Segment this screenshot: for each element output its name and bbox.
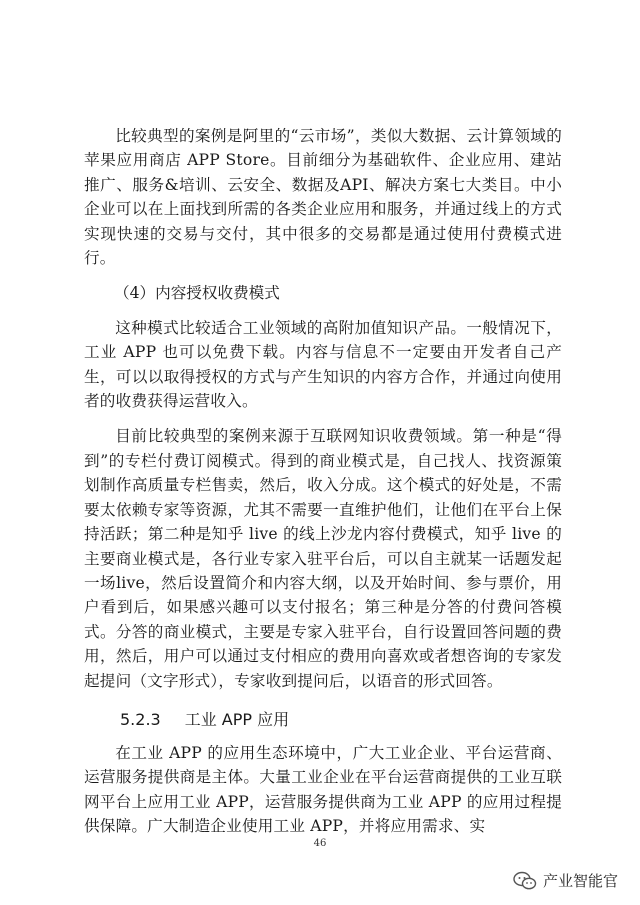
page-number: 46 bbox=[313, 838, 327, 849]
paragraph-knowledge-payment: 目前比较典型的案例来源于互联网知识收费领域。第一种是“得到”的专栏付费订阅模式。得到的商业模式是，自己找人、找资源策划制作高质量专栏售卖，然后，收入分成。这个模式的好处是，不需要太依赖专家等资源，尤其不需要一直维护他们，让他们在平台上保持活跃；第二种是知乎 live 的线上沙龙内容付费模式，知乎 live 的主要商业模式是，各行业专家入驻平台后，可以自主就某一话题发起一场live，然后设置简介和内容大纲，以及开始时间、参与票价，用户看到后，如果感兴趣可以支付报名；第三种是分答的付费问答模式。分答的商业模式，主要是专家入驻平台，自行设置回答问题的费用，然后，用户可以通过支付相应的费用向喜欢或者想咨询的专家发起提问（文字形式），专家收到提问后，以语音的形式回答。 bbox=[84, 427, 562, 690]
paragraph-cloud-market: 比较典型的案例是阿里的“云市场”，类似大数据、云计算领域的苹果应用商店 APP Store。目前细分为基础软件、企业应用、建站推广、服务&培训、云安全、数据及API、解决方案七大类目。中小企业可以在上面找到所需的各类企业应用和服务，并通过线上的方式实现快速的交易与交付，其中很多的交易都是通过使用付费模式进行。 bbox=[84, 127, 562, 268]
paragraph-licensing-model: 这种模式比较适合工业领域的高附加值知识产品。一般情况下，工业 APP 也可以免费下载。内容与信息不一定要由开发者自己产生，可以以取得授权的方式与产生知识的内容方合作，并通过向使用者的收费获得运营收入。 bbox=[84, 318, 562, 411]
section-title: 工业 APP 应用 bbox=[184, 709, 290, 729]
heading-content-licensing: （4）内容授权收费模式 bbox=[114, 284, 280, 303]
wechat-icon bbox=[513, 871, 537, 891]
watermark bbox=[513, 870, 618, 891]
page-content bbox=[84, 124, 562, 839]
section-number: 5.2.3 bbox=[120, 709, 161, 729]
paragraph-app-application: 在工业 APP 的应用生态环境中，广大工业企业、平台运营商、运营服务提供商是主体。大量工业企业在平台运营商提供的工业互联网平台上应用工业 APP，运营服务提供商为工业 APP 的应用过程提供保障。广大制造企业使用工业 APP，并将应用需求、实 bbox=[84, 743, 562, 836]
watermark-text: 产业智能官 bbox=[542, 872, 618, 890]
section-heading bbox=[120, 707, 562, 733]
